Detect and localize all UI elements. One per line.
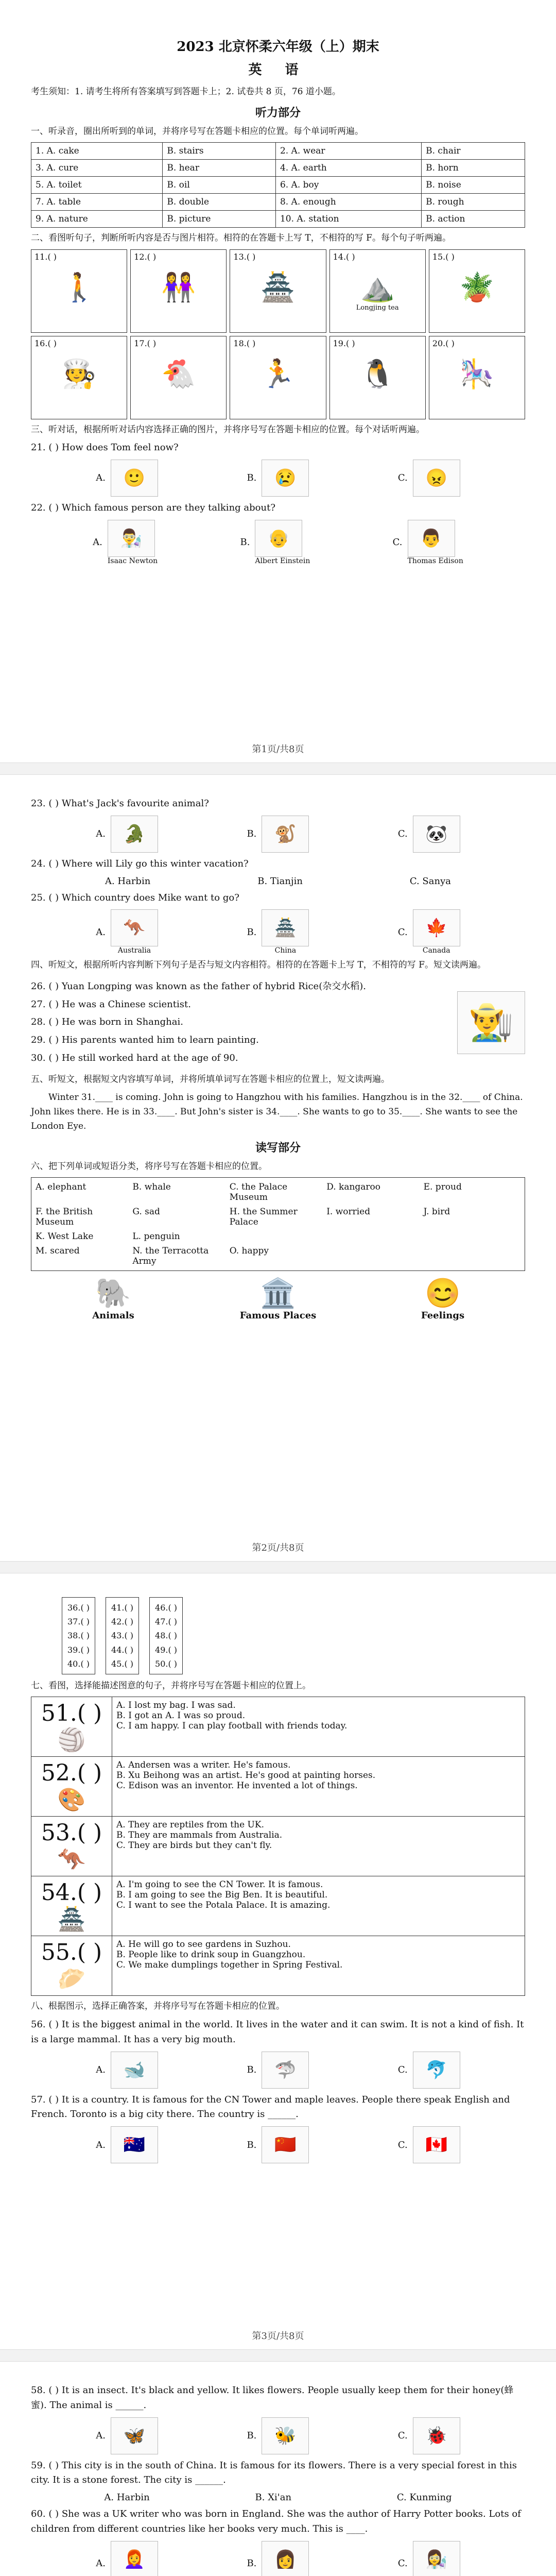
option[interactable]: [96, 909, 158, 955]
answer-slot[interactable]: 45.( ): [111, 1658, 134, 1669]
question-58: 58. ( ) It is an insect. It's black and yellow. It likes flowers. People usually keep them for their honey(蜂蜜). The animal is ______.: [31, 2385, 514, 2411]
picture-icon: 🪴: [459, 270, 495, 303]
option-letter: B.: [247, 2558, 257, 2569]
match-sentence[interactable]: C. They are birds but they can't fly.: [116, 1840, 272, 1851]
q25-options: [51, 909, 505, 955]
option[interactable]: [398, 816, 460, 853]
question-25: 25. ( ) Which country does Mike want to go?: [31, 892, 239, 903]
option[interactable]: [247, 460, 309, 497]
option-letter: A.: [96, 2064, 106, 2076]
picture-label[interactable]: 14.( ): [333, 251, 355, 262]
picture-label[interactable]: 20.( ): [432, 338, 455, 348]
option-picture-icon: 🏯: [262, 909, 309, 946]
match-row: [31, 1936, 525, 1996]
match-sentence[interactable]: B. I got an A. I was so proud.: [116, 1710, 246, 1721]
word-row: [31, 160, 525, 177]
word-bank-item: H. the Summer Palace: [229, 1207, 298, 1228]
match-sentence[interactable]: B. I am going to see the Big Ben. It is beautiful.: [116, 1890, 328, 1901]
answer-box: [62, 1597, 95, 1674]
option[interactable]: [398, 460, 460, 497]
picture-icon: 🐔: [161, 357, 196, 390]
category-icon: 🐘: [95, 1277, 131, 1311]
option-caption: Albert Einstein: [255, 556, 310, 565]
judge-item: 28. ( ) He was born in Shanghai.: [31, 1016, 183, 1028]
word-bank-item: B. whale: [132, 1182, 171, 1193]
question-24: 24. ( ) Where will Lily go this winter vacation?: [31, 858, 249, 869]
part5-passage: Winter 31.____ is coming. John is going to Hangzhou with his families. Hangzhou is in the 32.____ of China. John likes there. He is in 33.____. But John's sister is 34.____. She wants to go to 35.____. She wants to see the London Eye.: [31, 1092, 523, 1132]
word-option[interactable]: B. action: [422, 211, 525, 228]
page-3: [0, 1592, 556, 2167]
option[interactable]: [96, 2052, 158, 2089]
option-picture-icon: 🐒: [262, 816, 309, 853]
option[interactable]: [398, 2052, 460, 2089]
option-letter: A.: [96, 828, 106, 840]
option-letter: C.: [397, 2139, 408, 2150]
word-row: [31, 143, 525, 160]
option[interactable]: [96, 460, 158, 497]
question-57: 57. ( ) It is a country. It is famous for the CN Tower and maple leaves. People there speak English and French. Toronto is a big city there. The country is ______.: [31, 2094, 510, 2120]
option-text[interactable]: C. Sanya: [409, 875, 451, 887]
picture-cell: [31, 249, 127, 333]
yuan-longping-icon: 👨‍🌾: [457, 991, 525, 1054]
match-label[interactable]: 51.( ): [41, 1700, 102, 1727]
answer-slot[interactable]: 42.( ): [111, 1617, 134, 1627]
word-bank-item: C. the Palace Museum: [229, 1182, 288, 1203]
option-picture-icon: 🇦🇺: [111, 2126, 158, 2163]
word-option[interactable]: 3. A. cure: [31, 160, 163, 177]
q23-options: [51, 816, 505, 853]
match-picture: [31, 1697, 112, 1757]
picture-icon: 👭: [161, 270, 196, 303]
match-picture-icon: 🏯: [57, 1906, 86, 1933]
option-picture-icon: 🦋: [111, 2417, 158, 2454]
part7-instruction: 七、看图，选择能描述图意的句子，并将序号写在答题卡相应的位置上。: [31, 1680, 311, 1691]
word-option[interactable]: 6. A. boy: [275, 177, 421, 194]
option-letter: C.: [397, 2064, 408, 2076]
option-picture-icon: 🐞: [413, 2417, 460, 2454]
part4-items: [0, 997, 457, 1066]
match-label[interactable]: 55.( ): [41, 1939, 102, 1966]
word-bank-item: [230, 1231, 326, 1242]
option-picture-icon: 🦈: [262, 2052, 309, 2089]
picture-icon: 🐧: [360, 357, 395, 390]
part3-instruction: 三、听对话，根据所听对话内容选择正确的图片，并将序号写在答题卡相应的位置。每个对话听两遍。: [31, 424, 425, 435]
page-number-3: 第3页/共8页: [252, 2331, 304, 2342]
option[interactable]: [398, 2126, 460, 2163]
answer-slot[interactable]: 43.( ): [111, 1631, 134, 1641]
option[interactable]: [247, 816, 309, 853]
option-picture-icon: 🙂: [111, 460, 158, 497]
option-caption: Canada: [422, 946, 450, 955]
picture-label[interactable]: 16.( ): [34, 338, 57, 348]
option-letter: B.: [247, 472, 257, 484]
category-box: [221, 1276, 335, 1321]
part6-categories: [31, 1276, 525, 1321]
option[interactable]: [247, 2052, 309, 2089]
answer-slot[interactable]: 38.( ): [67, 1631, 90, 1641]
page-separator: [0, 2349, 556, 2362]
page-separator: [0, 1561, 556, 1573]
part6-answer-boxes: [62, 1597, 494, 1674]
question-60: 60. ( ) She was a UK writer who was born in England. She was the author of Harry Potter books. Lots of children from different countries like her books very much. This is ____.: [31, 2509, 521, 2534]
picture-cell: [230, 336, 326, 419]
word-option[interactable]: B. picture: [163, 211, 276, 228]
option-picture-icon: 👩‍🦰: [111, 2541, 158, 2576]
answer-box: [149, 1597, 183, 1674]
q57-options: [51, 2126, 505, 2163]
word-option[interactable]: B. stairs: [163, 143, 276, 160]
option-letter: A.: [96, 926, 106, 938]
option-picture-icon: 🇨🇳: [262, 2126, 309, 2163]
page-2: [0, 793, 556, 1326]
word-bank-item: J. bird: [423, 1207, 450, 1217]
category-label: Famous Places: [239, 1310, 317, 1321]
category-icon: 🏛️: [260, 1277, 296, 1311]
option-letter: C.: [397, 828, 408, 840]
word-bank-item: F. the British Museum: [36, 1207, 93, 1228]
picture-icon: ⛰️: [360, 270, 395, 303]
picture-cell: [329, 249, 426, 333]
match-sentences: [112, 1876, 525, 1936]
word-bank-item: A. elephant: [36, 1182, 86, 1193]
word-option[interactable]: 10. A. station: [275, 211, 421, 228]
option-letter: C.: [397, 2558, 408, 2569]
picture-cell: [130, 249, 227, 333]
part2-row1: [31, 249, 525, 333]
word-option[interactable]: B. double: [163, 194, 276, 211]
option[interactable]: [398, 909, 460, 955]
option-picture-icon: 🐼: [413, 816, 460, 853]
picture-icon: 🎠: [459, 357, 495, 390]
match-label[interactable]: 53.( ): [41, 1820, 102, 1846]
option[interactable]: [247, 2417, 309, 2454]
word-option[interactable]: 4. A. earth: [275, 160, 421, 177]
picture-icon: 🚶: [61, 270, 97, 303]
picture-label[interactable]: 12.( ): [134, 251, 157, 262]
option[interactable]: [240, 520, 310, 565]
option-letter: C.: [392, 537, 403, 548]
match-sentence[interactable]: A. I lost my bag. I was sad.: [116, 1700, 236, 1711]
option-letter: B.: [247, 2430, 257, 2442]
question-56: 56. ( ) It is the biggest animal in the world. It lives in the water and it can swim. It is not a kind of fish. It is a large mammal. It has a very big mouth.: [31, 2019, 524, 2045]
question-22: 22. ( ) Which famous person are they talking about?: [31, 502, 275, 513]
q21-options: [51, 460, 505, 497]
picture-label[interactable]: 13.( ): [233, 251, 256, 262]
option-picture-icon: 🍁: [413, 909, 460, 946]
match-label[interactable]: 54.( ): [41, 1879, 102, 1906]
answer-slot[interactable]: 44.( ): [111, 1645, 134, 1655]
category-box: [57, 1276, 170, 1321]
picture-cell: [429, 336, 525, 419]
part7-table: [31, 1697, 525, 1996]
part8-instruction: 八、根据图示，选择正确答案，并将序号写在答题卡相应的位置。: [31, 2001, 285, 2012]
category-box: [386, 1276, 499, 1321]
option-letter: A.: [96, 472, 106, 484]
option-text[interactable]: B. Tianjin: [257, 875, 303, 887]
word-option[interactable]: 7. A. table: [31, 194, 163, 211]
match-sentence[interactable]: A. Andersen was a writer. He's famous.: [116, 1760, 291, 1771]
option-letter: C.: [397, 2430, 408, 2442]
picture-cell: [130, 336, 227, 419]
word-bank-item: D. kangaroo: [326, 1182, 381, 1193]
match-picture-icon: 🏐: [57, 1727, 86, 1754]
exam-notice: 考生须知：1. 请考生将所有答案填写到答题卡上；2. 试卷共 8 页，76 道小题。: [31, 87, 341, 97]
option-caption: Thomas Edison: [407, 556, 463, 565]
option[interactable]: [247, 2126, 309, 2163]
answer-slot[interactable]: 46.( ): [155, 1603, 178, 1613]
match-label[interactable]: 52.( ): [41, 1760, 102, 1787]
q24-options: [51, 876, 505, 887]
part6-instruction: 六、把下列单词或短语分类，将序号写在答题卡相应的位置。: [31, 1161, 267, 1172]
picture-icon: 🏯: [260, 270, 296, 303]
match-row: [31, 1757, 525, 1817]
match-picture: [31, 1757, 112, 1817]
question-21: 21. ( ) How does Tom feel now?: [31, 442, 179, 453]
answer-slot[interactable]: 48.( ): [155, 1631, 178, 1641]
match-row: [31, 1697, 525, 1757]
part4-instruction: 四、听短文，根据所听内容判断下列句子是否与短文内容相符。相符的在答题卡上写 T，不相符的写 F。短文读两遍。: [31, 960, 486, 971]
part2-row2: [31, 336, 525, 419]
listening-title: 听力部分: [255, 106, 301, 120]
q58-options: [51, 2417, 505, 2454]
option-picture-icon: 🦘: [111, 909, 158, 946]
exam-title: 2023 北京怀柔六年级（上）期末: [177, 39, 379, 55]
match-picture: [31, 1936, 112, 1996]
picture-label[interactable]: 19.( ): [333, 338, 355, 348]
match-sentences: [112, 1936, 525, 1996]
part1-instruction: 一、听录音，圈出所听到的单词，并将序号写在答题卡相应的位置。每个单词听两遍。: [31, 126, 363, 137]
word-bank-item: [424, 1231, 520, 1242]
match-picture: [31, 1876, 112, 1936]
q22-options: [51, 520, 505, 565]
word-bank-item: O. happy: [229, 1246, 269, 1257]
option-picture-icon: 👴: [255, 520, 302, 557]
question-59: 59. ( ) This city is in the south of China. It is famous for its flowers. There is a very special forest in this city. It is a stone forest. The city is ______.: [31, 2460, 517, 2486]
option[interactable]: [398, 2541, 460, 2576]
option-text[interactable]: C. Kunming: [396, 2492, 452, 2503]
option-caption: Australia: [117, 946, 151, 955]
part6-word-bank: [31, 1177, 525, 1271]
answer-slot[interactable]: 50.( ): [155, 1658, 178, 1669]
category-label: Animals: [92, 1310, 134, 1321]
match-sentence[interactable]: C. I want to see the Potala Palace. It is amazing.: [116, 1900, 331, 1911]
match-sentences: [112, 1697, 525, 1757]
picture-icon: 🏃: [260, 357, 296, 390]
word-row: [31, 194, 525, 211]
option-picture-icon: 😢: [262, 460, 309, 497]
option-picture-icon: 🐬: [413, 2052, 460, 2089]
option-letter: B.: [247, 828, 257, 840]
option-text[interactable]: A. Harbin: [105, 875, 151, 887]
page-1: [0, 0, 556, 569]
question-26: 26. ( ) Yuan Longping was known as the father of hybrid Rice(杂交水稻).: [31, 980, 366, 992]
match-row: [31, 1876, 525, 1936]
option-picture-icon: 🐝: [262, 2417, 309, 2454]
option-letter: C.: [397, 472, 408, 484]
word-bank-item: M. scared: [36, 1246, 80, 1257]
answer-slot[interactable]: 37.( ): [67, 1617, 90, 1627]
match-sentence[interactable]: A. He will go to see gardens in Suzhou.: [116, 1939, 291, 1950]
picture-label[interactable]: 15.( ): [432, 251, 455, 262]
option-letter: A.: [93, 537, 102, 548]
part2-instruction: 二、看图听句子，判断所听内容是否与图片相符。相符的在答题卡上写 T，不相符的写 F。每个句子听两遍。: [31, 233, 451, 243]
word-row: [31, 211, 525, 228]
option[interactable]: [96, 2126, 158, 2163]
match-sentence[interactable]: C. I am happy. I can play football with friends today.: [116, 1721, 348, 1732]
option[interactable]: [93, 520, 158, 565]
option-text[interactable]: B. Xi'an: [255, 2492, 292, 2503]
match-sentence[interactable]: C. We make dumplings together in Spring Festival.: [116, 1960, 343, 1971]
exam-subject: 英 语: [248, 62, 308, 78]
match-sentence[interactable]: C. Edison was an inventor. He invented a lot of things.: [116, 1781, 358, 1791]
word-bank-item: [424, 1246, 520, 1266]
answer-slot[interactable]: 40.( ): [67, 1658, 90, 1669]
option[interactable]: [393, 520, 463, 565]
picture-cell: [230, 249, 326, 333]
option-letter: B.: [247, 2064, 257, 2076]
match-picture: [31, 1817, 112, 1876]
option-picture-icon: 😠: [413, 460, 460, 497]
longjing-tea-caption: Longjing tea: [356, 303, 399, 312]
word-bank-item: N. the Terracotta Army: [132, 1246, 209, 1267]
picture-icon: 🧑‍🍳: [61, 357, 97, 390]
option-letter: B.: [247, 926, 257, 938]
option-caption: China: [274, 946, 297, 955]
question-23: 23. ( ) What's Jack's favourite animal?: [31, 798, 209, 809]
option[interactable]: [247, 909, 309, 955]
match-picture-icon: 🦘: [57, 1846, 86, 1873]
picture-label[interactable]: 18.( ): [233, 338, 256, 348]
q60-options: [51, 2541, 505, 2576]
picture-label[interactable]: 17.( ): [134, 338, 157, 348]
match-sentence[interactable]: B. They are mammals from Australia.: [116, 1830, 283, 1841]
part1-word-table: [31, 142, 525, 228]
word-option[interactable]: B. rough: [422, 194, 525, 211]
answer-box: [106, 1597, 139, 1674]
word-bank-item: [326, 1231, 423, 1242]
option-picture-icon: 🐊: [111, 816, 158, 853]
option-picture-icon: 👨‍🔬: [108, 520, 155, 557]
word-option[interactable]: 2. A. wear: [275, 143, 421, 160]
match-picture-icon: 🎨: [57, 1787, 86, 1814]
reading-title: 读写部分: [255, 1141, 301, 1155]
judge-item: 30. ( ) He still worked hard at the age of 90.: [31, 1053, 238, 1064]
option-letter: A.: [96, 2430, 106, 2442]
option-letter: A.: [96, 2558, 106, 2569]
option-text[interactable]: A. Harbin: [104, 2492, 150, 2503]
part5-instruction: 五、听短文，根据短文内容填写单词，并将所填单词写在答题卡相应的位置上，短文读两遍。: [31, 1074, 390, 1084]
option[interactable]: [96, 2417, 158, 2454]
option-letter: B.: [247, 2139, 257, 2150]
answer-slot[interactable]: 47.( ): [155, 1617, 178, 1627]
word-option[interactable]: 9. A. nature: [31, 211, 163, 228]
option-picture-icon: 👩: [262, 2541, 309, 2576]
option[interactable]: [398, 2417, 460, 2454]
word-option[interactable]: 5. A. toilet: [31, 177, 163, 194]
option-caption: Isaac Newton: [107, 556, 158, 565]
match-picture-icon: 🥟: [57, 1966, 86, 1993]
word-option[interactable]: B. oil: [163, 177, 276, 194]
match-sentence[interactable]: B. People like to drink soup in Guangzhou.: [116, 1950, 306, 1960]
picture-cell: [329, 336, 426, 419]
word-option[interactable]: B. horn: [422, 160, 525, 177]
judge-item: 27. ( ) He was a Chinese scientist.: [31, 998, 191, 1010]
page-number-2: 第2页/共8页: [252, 1543, 304, 1553]
word-bank-item: E. proud: [423, 1182, 462, 1193]
category-icon: 😊: [425, 1277, 461, 1311]
word-bank-item: L. penguin: [132, 1231, 180, 1242]
match-sentences: [112, 1817, 525, 1876]
option[interactable]: [96, 2541, 158, 2576]
match-sentence[interactable]: A. They are reptiles from the UK.: [116, 1820, 264, 1831]
option-letter: A.: [96, 2139, 106, 2150]
option-picture-icon: 🐋: [111, 2052, 158, 2089]
option[interactable]: [96, 816, 158, 853]
answer-slot[interactable]: 39.( ): [67, 1645, 90, 1655]
match-sentences: [112, 1757, 525, 1817]
word-bank-item: G. sad: [132, 1207, 160, 1217]
answer-slot[interactable]: 36.( ): [67, 1603, 90, 1613]
word-option[interactable]: B. chair: [422, 143, 525, 160]
word-option[interactable]: 1. A. cake: [31, 143, 163, 160]
q59-options: [51, 2492, 505, 2503]
picture-label[interactable]: 11.( ): [34, 251, 57, 262]
option-letter: C.: [397, 926, 408, 938]
answer-slot[interactable]: 41.( ): [111, 1603, 134, 1613]
category-label: Feelings: [421, 1310, 465, 1321]
match-sentence[interactable]: A. I'm going to see the CN Tower. It is famous.: [116, 1879, 323, 1890]
word-bank-item: K. West Lake: [36, 1231, 94, 1242]
word-option[interactable]: B. noise: [422, 177, 525, 194]
page-4: [0, 2380, 556, 2576]
option-letter: B.: [240, 537, 250, 548]
option-picture-icon: 👩‍🔬: [413, 2541, 460, 2576]
answer-slot[interactable]: 49.( ): [155, 1645, 178, 1655]
page-number-1: 第1页/共8页: [252, 744, 304, 755]
page-separator: [0, 762, 556, 775]
judge-item: 29. ( ) His parents wanted him to learn painting.: [31, 1035, 259, 1046]
option-picture-icon: 👨: [408, 520, 455, 557]
picture-cell: [31, 336, 127, 419]
word-bank-item: [326, 1246, 423, 1266]
word-bank-item: I. worried: [326, 1207, 371, 1217]
word-row: [31, 177, 525, 194]
picture-cell: [429, 249, 525, 333]
match-row: [31, 1817, 525, 1876]
word-option[interactable]: B. hear: [163, 160, 276, 177]
option[interactable]: [247, 2541, 309, 2576]
option-picture-icon: 🇨🇦: [413, 2126, 460, 2163]
word-option[interactable]: 8. A. enough: [275, 194, 421, 211]
q56-options: [51, 2052, 505, 2089]
match-sentence[interactable]: B. Xu Beihong was an artist. He's good at painting horses.: [116, 1770, 376, 1781]
